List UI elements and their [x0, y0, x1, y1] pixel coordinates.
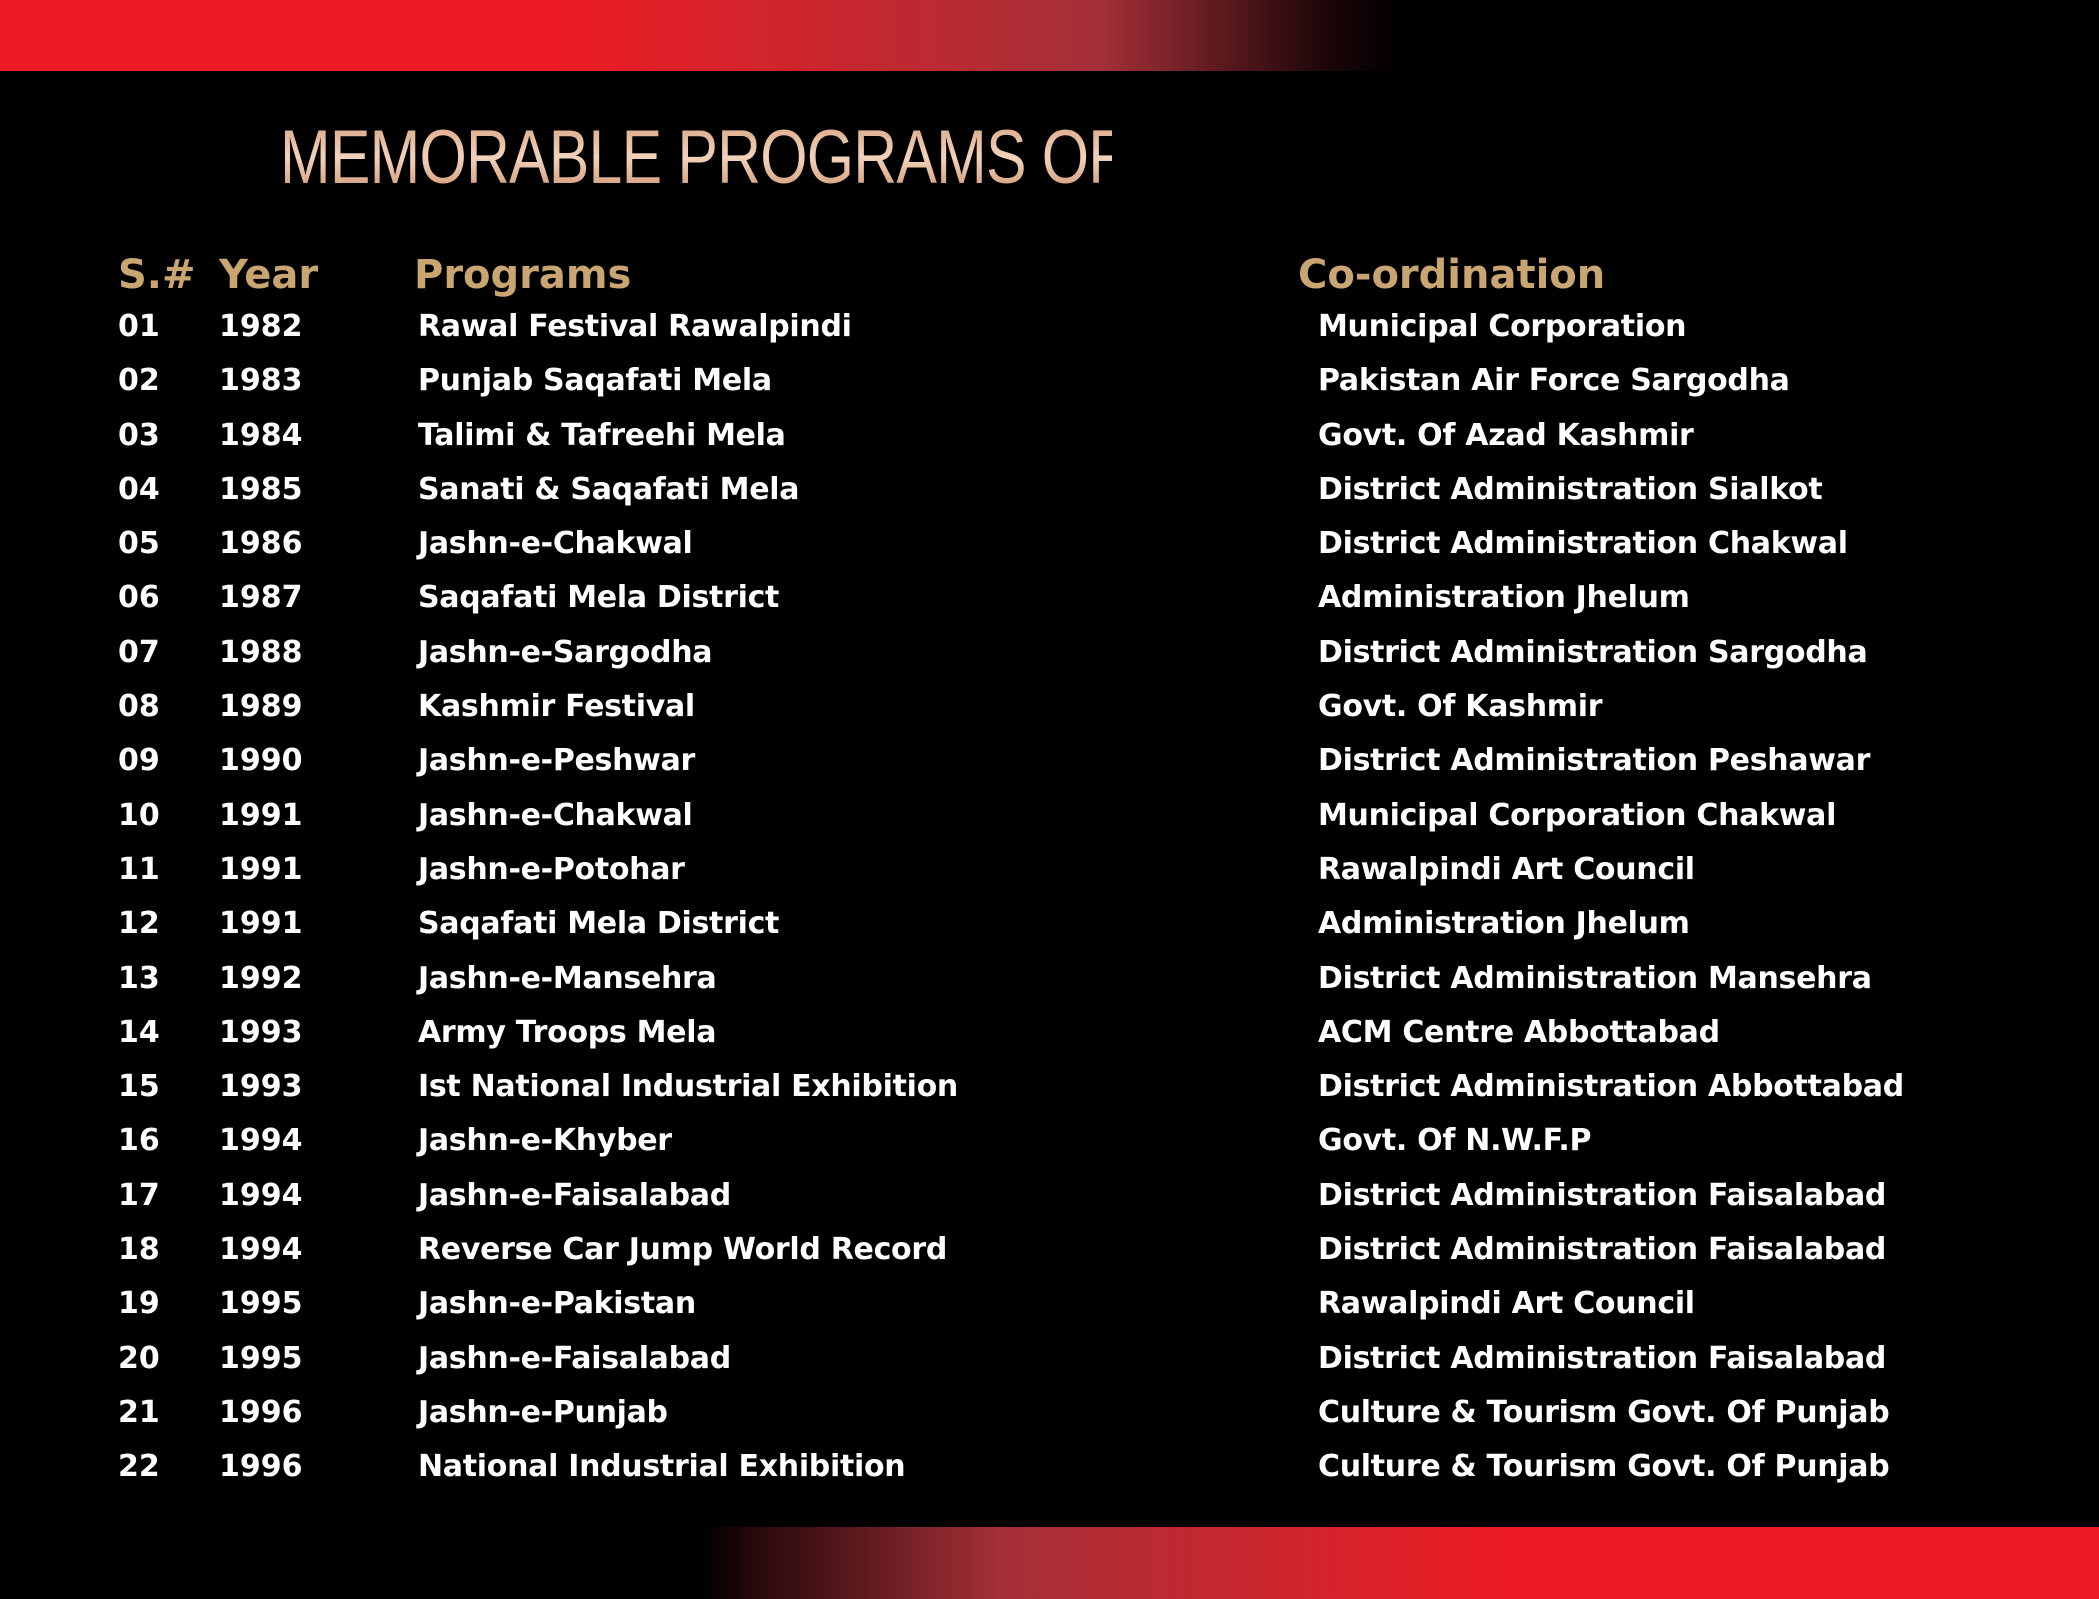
- row-coordination: District Administration Peshawar: [1318, 743, 1871, 779]
- row-serial-number: 19: [118, 1286, 160, 1322]
- row-serial-number: 09: [118, 743, 160, 779]
- page-title: MEMORABLE PROGRAMS ORGANIZED BY MEN: [280, 110, 1112, 205]
- table-row: [0, 1277, 2099, 1331]
- row-program-name: Jashn-e-Chakwal: [418, 526, 693, 562]
- row-year: 1989: [219, 689, 303, 725]
- row-coordination: District Administration Faisalabad: [1318, 1232, 1887, 1268]
- row-serial-number: 13: [118, 960, 160, 996]
- row-year: 1996: [219, 1394, 303, 1430]
- table-row: [0, 300, 2099, 354]
- table-row: [0, 626, 2099, 680]
- row-coordination: District Administration Faisalabad: [1318, 1340, 1887, 1376]
- row-serial-number: 10: [118, 797, 160, 833]
- table-row: [0, 1169, 2099, 1223]
- row-serial-number: 02: [118, 363, 160, 399]
- table-row: [0, 1223, 2099, 1277]
- table-row: [0, 843, 2099, 897]
- row-year: 1991: [219, 797, 303, 833]
- row-program-name: Jashn-e-Mansehra: [418, 960, 717, 996]
- row-coordination: Rawalpindi Art Council: [1318, 1286, 1695, 1322]
- column-header-programs: Programs: [414, 252, 632, 298]
- row-program-name: Jashn-e-Faisalabad: [418, 1340, 731, 1376]
- top-red-band: [0, 0, 2099, 71]
- row-year: 1983: [219, 363, 303, 399]
- table-row: [0, 517, 2099, 571]
- row-serial-number: 11: [118, 851, 160, 887]
- table-row: [0, 354, 2099, 408]
- row-program-name: Saqafati Mela District: [418, 580, 780, 616]
- table-header: [0, 248, 2099, 302]
- row-program-name: Jashn-e-Punjab: [418, 1394, 668, 1430]
- row-program-name: Jashn-e-Pakistan: [418, 1286, 696, 1322]
- row-program-name: Sanati & Saqafati Mela: [418, 471, 800, 507]
- row-coordination: District Administration Sialkot: [1318, 471, 1823, 507]
- row-program-name: Jashn-e-Khyber: [418, 1123, 672, 1159]
- row-year: 1992: [219, 960, 303, 996]
- row-program-name: Jashn-e-Chakwal: [418, 797, 693, 833]
- row-program-name: Army Troops Mela: [418, 1014, 717, 1050]
- row-serial-number: 18: [118, 1232, 160, 1268]
- row-program-name: Saqafati Mela District: [418, 906, 780, 942]
- row-coordination: Govt. Of Kashmir: [1318, 689, 1603, 725]
- row-coordination: District Administration Chakwal: [1318, 526, 1848, 562]
- row-serial-number: 21: [118, 1394, 160, 1430]
- row-program-name: Jashn-e-Potohar: [418, 851, 685, 887]
- row-serial-number: 17: [118, 1177, 160, 1213]
- row-serial-number: 14: [118, 1014, 160, 1050]
- row-coordination: Culture & Tourism Govt. Of Punjab: [1318, 1449, 1890, 1485]
- row-serial-number: 15: [118, 1069, 160, 1105]
- table-row: [0, 1332, 2099, 1386]
- table-row: [0, 409, 2099, 463]
- row-coordination: Govt. Of Azad Kashmir: [1318, 417, 1694, 453]
- column-header-year: Year: [219, 252, 319, 298]
- row-year: 1995: [219, 1286, 303, 1322]
- row-program-name: Ist National Industrial Exhibition: [418, 1069, 958, 1105]
- table-row: [0, 1114, 2099, 1168]
- row-year: 1984: [219, 417, 303, 453]
- row-serial-number: 03: [118, 417, 160, 453]
- column-header-serial: S.#: [118, 252, 196, 298]
- table-row: [0, 897, 2099, 951]
- row-year: 1988: [219, 634, 303, 670]
- row-program-name: Jashn-e-Peshwar: [418, 743, 696, 779]
- row-coordination: Rawalpindi Art Council: [1318, 851, 1695, 887]
- row-year: 1985: [219, 471, 303, 507]
- row-year: 1982: [219, 309, 303, 344]
- row-coordination: District Administration Sargodha: [1318, 634, 1868, 670]
- row-program-name: Kashmir Festival: [418, 689, 695, 725]
- table-row: [0, 680, 2099, 734]
- row-serial-number: 04: [118, 471, 160, 507]
- table-row: [0, 952, 2099, 1006]
- row-program-name: Jashn-e-Sargodha: [418, 634, 713, 670]
- row-coordination: District Administration Faisalabad: [1318, 1177, 1887, 1213]
- table-row: [0, 463, 2099, 517]
- table-row: [0, 571, 2099, 625]
- row-year: 1993: [219, 1069, 303, 1105]
- table-row: [0, 1006, 2099, 1060]
- table-row: [0, 1386, 2099, 1440]
- row-coordination: District Administration Abbottabad: [1318, 1069, 1904, 1105]
- row-year: 1991: [219, 906, 303, 942]
- row-year: 1994: [219, 1123, 303, 1159]
- row-serial-number: 08: [118, 689, 160, 725]
- row-coordination: Govt. Of N.W.F.P: [1318, 1123, 1592, 1159]
- table-row: [0, 734, 2099, 788]
- row-coordination: Administration Jhelum: [1318, 906, 1690, 942]
- row-program-name: National Industrial Exhibition: [418, 1449, 906, 1485]
- row-year: 1991: [219, 851, 303, 887]
- row-coordination: Culture & Tourism Govt. Of Punjab: [1318, 1394, 1890, 1430]
- row-year: 1994: [219, 1232, 303, 1268]
- row-coordination: Municipal Corporation: [1318, 309, 1687, 344]
- row-serial-number: 12: [118, 906, 160, 942]
- row-coordination: Municipal Corporation Chakwal: [1318, 797, 1837, 833]
- row-serial-number: 16: [118, 1123, 160, 1159]
- bottom-red-band: [0, 1527, 2099, 1599]
- row-coordination: Administration Jhelum: [1318, 580, 1690, 616]
- row-serial-number: 20: [118, 1340, 160, 1376]
- row-year: 1987: [219, 580, 303, 616]
- row-program-name: Jashn-e-Faisalabad: [418, 1177, 731, 1213]
- row-program-name: Rawal Festival Rawalpindi: [418, 309, 852, 344]
- table-row: [0, 1440, 2099, 1494]
- row-serial-number: 05: [118, 526, 160, 562]
- row-program-name: Punjab Saqafati Mela: [418, 363, 772, 399]
- row-year: 1996: [219, 1449, 303, 1485]
- row-serial-number: 07: [118, 634, 160, 670]
- row-year: 1990: [219, 743, 303, 779]
- programs-table: [0, 300, 2099, 1495]
- row-serial-number: 01: [118, 309, 160, 344]
- row-coordination: Pakistan Air Force Sargodha: [1318, 363, 1790, 399]
- row-year: 1994: [219, 1177, 303, 1213]
- table-row: [0, 1060, 2099, 1114]
- row-year: 1986: [219, 526, 303, 562]
- row-program-name: Talimi & Tafreehi Mela: [418, 417, 786, 453]
- column-header-coordination: Co-ordination: [1298, 252, 1606, 298]
- row-serial-number: 06: [118, 580, 160, 616]
- row-serial-number: 22: [118, 1449, 160, 1485]
- row-program-name: Reverse Car Jump World Record: [418, 1232, 948, 1268]
- row-coordination: ACM Centre Abbottabad: [1318, 1014, 1720, 1050]
- row-year: 1995: [219, 1340, 303, 1376]
- table-row: [0, 789, 2099, 843]
- row-coordination: District Administration Mansehra: [1318, 960, 1872, 996]
- row-year: 1993: [219, 1014, 303, 1050]
